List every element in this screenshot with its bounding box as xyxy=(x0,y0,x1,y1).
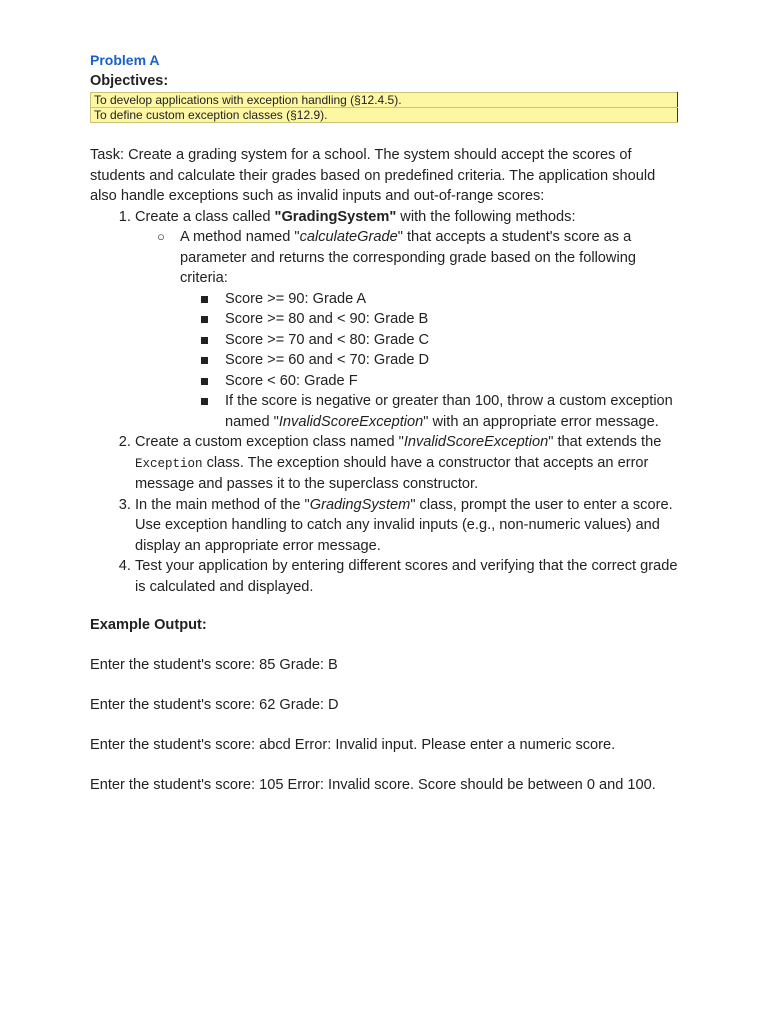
task-section xyxy=(90,145,680,597)
method-item xyxy=(157,227,680,432)
step-3-class-name: GradingSystem xyxy=(309,496,411,513)
criteria-text: Score >= 80 and < 90: Grade B xyxy=(225,311,429,327)
criteria-text: Score >= 60 and < 70: Grade D xyxy=(225,352,430,368)
objective-1: To develop applications with exception handling (§12.4.5). xyxy=(91,93,678,108)
step-3-pre: In the main method of the " xyxy=(135,496,310,513)
square-bullet-icon xyxy=(201,316,208,323)
criteria-item xyxy=(225,289,680,310)
criteria-item xyxy=(225,309,680,330)
square-bullet-icon xyxy=(201,398,208,405)
method-post: " that accepts a student's score as a parameter and returns the corresponding grade based on the following criteria: xyxy=(180,229,636,286)
step-2-pre: Create a custom exception class named " xyxy=(135,434,404,450)
circle-bullet-icon: ○ xyxy=(157,229,165,244)
step-1-methods xyxy=(135,227,680,432)
square-bullet-icon xyxy=(201,378,208,385)
exception-rule-pre: If the score is negative or greater than 100, throw a custom exception named " xyxy=(225,393,673,430)
step-1-post: with the following methods: xyxy=(396,208,576,225)
step-4 xyxy=(135,556,680,597)
criteria-list xyxy=(180,289,680,433)
criteria-item xyxy=(225,330,680,351)
method-name: calculateGrade xyxy=(299,229,398,245)
document-page xyxy=(90,50,680,795)
criteria-text: Score >= 70 and < 80: Grade C xyxy=(225,331,430,348)
objective-2: To define custom exception classes (§12.9). xyxy=(91,108,678,123)
step-3-post: " class, prompt the user to enter a score. Use exception handling to catch any invalid inputs (e.g., non-numeric values) and display an appropriate error message. xyxy=(135,496,673,554)
exception-rule-post: " with an appropriate error message. xyxy=(423,413,659,430)
method-pre: A method named " xyxy=(180,229,300,245)
step-1-pre: Create a class called xyxy=(135,208,275,225)
example-output-title: Example Output: xyxy=(90,617,207,633)
example-line: Enter the student's score: 105 Error: Invalid score. Score should be between 0 and 100. xyxy=(90,777,656,793)
task-intro-label: Task: xyxy=(90,147,125,163)
step-2 xyxy=(135,432,680,495)
step-2-code: Exception xyxy=(135,456,203,471)
criteria-item xyxy=(225,371,680,392)
task-intro xyxy=(90,145,680,207)
square-bullet-icon xyxy=(201,296,208,303)
step-2-exception-name: InvalidScoreException xyxy=(403,434,549,450)
step-3 xyxy=(135,495,680,557)
square-bullet-icon xyxy=(201,357,208,364)
step-1-class-name: "GradingSystem" xyxy=(274,208,397,225)
objectives-table xyxy=(90,92,678,123)
square-bullet-icon xyxy=(201,337,208,344)
example-line: Enter the student's score: 85 Grade: B xyxy=(90,657,338,673)
example-line: Enter the student's score: abcd Error: Invalid input. Please enter a numeric score. xyxy=(90,737,616,753)
steps-list xyxy=(90,207,680,598)
step-4-text: Test your application by entering different scores and verifying that the correct grade is calculated and displayed. xyxy=(135,558,678,595)
problem-title: Problem A xyxy=(90,52,160,68)
criteria-item xyxy=(225,391,680,432)
task-intro-text: Create a grading system for a school. The system should accept the scores of students and calculate their grades based on predefined criteria. The application should also handle exceptions such as invalid inputs and out-of-range scores: xyxy=(90,147,656,204)
example-line: Enter the student's score: 62 Grade: D xyxy=(90,697,339,713)
step-1 xyxy=(135,207,680,433)
criteria-text: Score >= 90: Grade A xyxy=(225,290,367,307)
step-2-post: class. The exception should have a constructor that accepts an error message and passes it to the superclass constructor. xyxy=(135,454,649,492)
criteria-text: Score < 60: Grade F xyxy=(225,372,358,389)
exception-rule-name: InvalidScoreException xyxy=(278,413,424,430)
step-2-mid: " that extends the xyxy=(548,434,662,450)
criteria-item xyxy=(225,350,680,371)
objectives-label: Objectives: xyxy=(90,73,169,89)
